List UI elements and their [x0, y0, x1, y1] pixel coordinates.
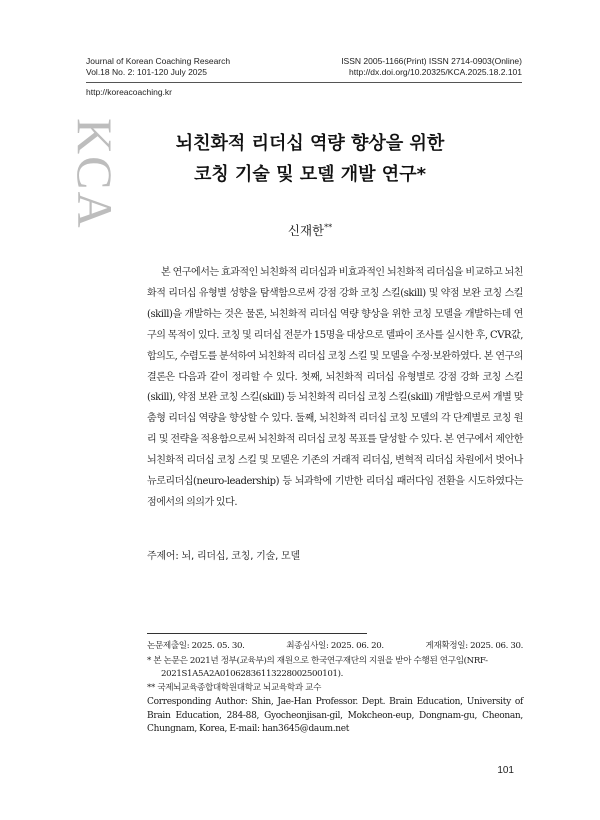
received-date: 논문제출일: 2025. 05. 30.: [147, 641, 245, 651]
funding-footnote: * 본 논문은 2021년 정부(교육부)의 재원으로 한국연구재단의 지원을 받아 수행된 연구임(NRF-2021S1A5A2A01062836113228002500101).: [147, 656, 488, 680]
author-line: [100, 221, 520, 239]
footnote-divider: [147, 633, 367, 634]
page-number: 101: [497, 765, 514, 776]
journal-issue: Vol.18 No. 2: 101-120 July 2025: [86, 67, 207, 77]
title-line-2: 코칭 기술 및 모델 개발 연구*: [193, 164, 426, 185]
journal-name: Journal of Korean Coaching Research: [86, 56, 231, 66]
journal-header-left: [86, 56, 230, 78]
title-line-1: 뇌친화적 리더십 역량 향상을 위한: [175, 133, 445, 154]
doi-link[interactable]: http://dx.doi.org/10.20325/KCA.2025.18.2.101: [349, 67, 522, 77]
author-mark: **: [324, 223, 333, 232]
journal-url-link[interactable]: http://koreacoaching.kr: [86, 87, 172, 97]
affiliation-footnote: ** 국제뇌교육종합대학원대학교 뇌교육학과 교수: [147, 683, 322, 693]
corresponding-author: Corresponding Author: Shin, Jae-Han Professor. Dept. Brain Education, University of Brain Education, 284-88, Gyocheonjisan-gil, Mokcheon-eup, Dongnam-gu, Cheonan, Chungnam, Korea, E-mail: han3645@daum.net: [147, 697, 523, 735]
accepted-date: 게재확정일: 2025. 06. 30.: [425, 641, 523, 651]
abstract-text: 본 연구에서는 효과적인 뇌친화적 리더십과 비효과적인 뇌친화적 리더십을 비교하고 뇌친화적 리더십 유형별 성향을 탐색함으로써 강점 강화 코칭 스킬(skill) 및 약점 보완 코칭 스킬(skill)을 개발하는 것은 물론, 뇌친화적 리더십 역량 향상을 위한 코칭 모델을 개발하는데 연구의 목적이 있다. 코칭 및 리더십 전문가 15명을 대상으로 델파이 조사를 실시한 후, CVR값, 합의도, 수렴도를 분석하여 뇌친화적 리더십 코칭 스킬 및 모델을 수정·보완하였다. 본 연구의 결론은 다음과 같이 정리할 수 있다. 첫째, 뇌친화적 리더십 유형별로 강점 강화 코칭 스킬(skill), 약점 보완 코칭 스킬(skill) 등 뇌친화적 리더십 코칭 스킬(skill) 개발함으로써 개별 맞춤형 리더십 역량을 향상할 수 있다. 둘째, 뇌친화적 리더십 코칭 모델의 각 단계별로 코칭 원리 및 전략을 적용함으로써 뇌친화적 리더십 코칭 목표를 달성할 수 있다. 본 연구에서 제안한 뇌친화적 리더십 코칭 스킬 및 모델은 기존의 거래적 리더십, 변혁적 리더십 차원에서 벗어나 뉴로리더십(neuro-leadership) 등 뇌과학에 기반한 리더십 패러다임 전환을 시도하였다는 점에서의 의의가 있다.: [147, 267, 523, 508]
journal-header-right: [341, 56, 522, 78]
issn-line: ISSN 2005-1166(Print) ISSN 2714-0903(Online): [341, 56, 522, 66]
kca-logo-text: KCA: [67, 118, 123, 230]
keywords: 주제어: 뇌, 리더십, 코칭, 기술, 모델: [147, 551, 300, 562]
header-divider: [86, 82, 522, 83]
author-name: 신재한: [287, 223, 325, 238]
submission-dates: [147, 640, 523, 653]
paper-title: [100, 128, 520, 190]
review-date: 최종심사일: 2025. 06. 20.: [286, 641, 384, 651]
